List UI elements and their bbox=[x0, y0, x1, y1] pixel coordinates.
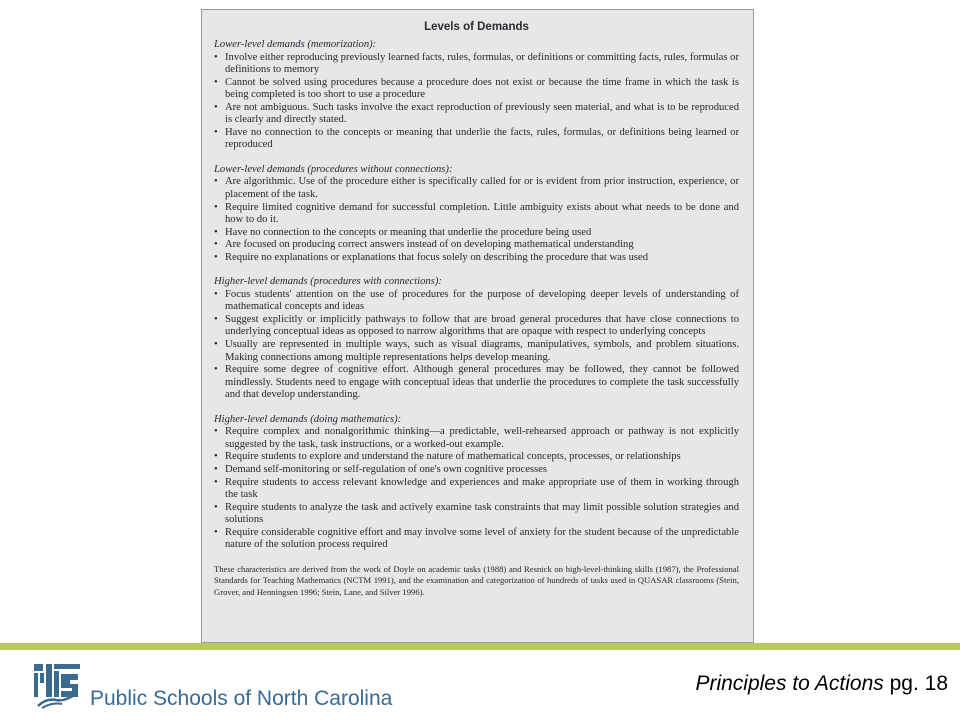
list-item: • Require considerable cognitive effort and may involve some level of anxiety for the student because of the unpredictable nature of the solution process required bbox=[214, 526, 739, 551]
nc-public-schools-logo-icon bbox=[32, 660, 82, 710]
list-item: • Usually are represented in multiple ways, such as visual diagrams, manipulatives, symbols, and problem situations. Making connections among multiple representations helps develop meaning. bbox=[214, 339, 739, 363]
page-reference: pg. 18 bbox=[889, 672, 948, 695]
section-heading: Higher-level demands (procedures with connections): bbox=[214, 276, 442, 288]
list-item: • Require students to access relevant knowledge and experiences and make appropriate use of them in working through the task bbox=[214, 476, 739, 501]
list-item: • Have no connection to the concepts or meaning that underlie the procedure being used bbox=[214, 226, 592, 238]
list-item: • Require some degree of cognitive effort. Although general procedures may be followed, they cannot be followed mindlessly. Students need to engage with conceptual ideas that underlie the procedures to complete the task successfully and that develop understanding. bbox=[214, 364, 739, 401]
section-heading: Higher-level demands (doing mathematics): bbox=[214, 413, 402, 425]
section-doing-mathematics bbox=[214, 414, 739, 552]
document-footnote: These characteristics are derived from the work of Doyle on academic tasks (1988) and Resnick on high-level-thinking skills (1987), the Professional Standards for Teaching Mathematics (NCTM 1991), and the examination and categorization of hundreds of tasks used in QUASAR classrooms (Stein, Grover, and Henningsen 1996; Stein, Lane, and Silver 1996). bbox=[214, 563, 739, 597]
list-item: • Demand self-monitoring or self-regulation of one's own cognitive processes bbox=[214, 463, 547, 475]
source-caption bbox=[695, 672, 948, 696]
organization-name: Public Schools of North Carolina bbox=[90, 687, 393, 710]
section-procedures-without-connections bbox=[214, 164, 739, 264]
list-item: • Require students to analyze the task and actively examine task constraints that may limit possible solution strategies and solutions bbox=[214, 501, 739, 526]
list-item: • Are algorithmic. Use of the procedure either is specifically called for or is evident from prior instruction, experience, or placement of the task. bbox=[214, 176, 739, 201]
list-item: • Require students to explore and understand the nature of mathematical concepts, processes, or relationships bbox=[214, 451, 681, 463]
green-divider bbox=[0, 643, 960, 650]
list-item: • Focus students' attention on the use of procedures for the purpose of developing deeper levels of understanding of mathematical concepts and ideas bbox=[214, 288, 739, 313]
document-title: Levels of Demands bbox=[424, 21, 529, 33]
scanned-document bbox=[201, 9, 754, 643]
list-item: • Involve either reproducing previously learned facts, rules, formulas, or definitions or committing facts, rules, formulas or definitions to memory bbox=[214, 51, 739, 76]
list-item: • Cannot be solved using procedures because a procedure does not exist or because the time frame in which the task is being completed is too short to use a procedure bbox=[214, 76, 739, 101]
list-item: • Require no explanations or explanations that focus solely on describing the procedure that was used bbox=[214, 251, 649, 263]
book-title: Principles to Actions bbox=[695, 672, 884, 695]
section-heading: Lower-level demands (procedures without connections): bbox=[214, 163, 453, 175]
section-heading: Lower-level demands (memorization): bbox=[214, 39, 377, 50]
list-item: • Are not ambiguous. Such tasks involve the exact reproduction of previously seen material, and what is to be reproduced is clearly and directly stated. bbox=[214, 101, 739, 126]
list-item: • Are focused on producing correct answers instead of on developing mathematical understanding bbox=[214, 239, 634, 251]
section-procedures-with-connections bbox=[214, 276, 739, 401]
section-memorization bbox=[214, 39, 739, 152]
list-item: • Have no connection to the concepts or meaning that underlie the facts, rules, formulas, or definitions being learned or reproduced bbox=[214, 126, 739, 151]
list-item: • Require complex and nonalgorithmic thinking—a predictable, well-rehearsed approach or pathway is not explicitly suggested by the task, task instructions, or a worked-out example. bbox=[214, 426, 739, 450]
list-item: • Suggest explicitly or implicitly pathways to follow that are broad general procedures that have close connections to underlying conceptual ideas as opposed to narrow algorithms that are opaque with respect to underlying concepts bbox=[214, 313, 739, 338]
list-item: • Require limited cognitive demand for successful completion. Little ambiguity exists about what needs to be done and how to do it. bbox=[214, 201, 739, 226]
